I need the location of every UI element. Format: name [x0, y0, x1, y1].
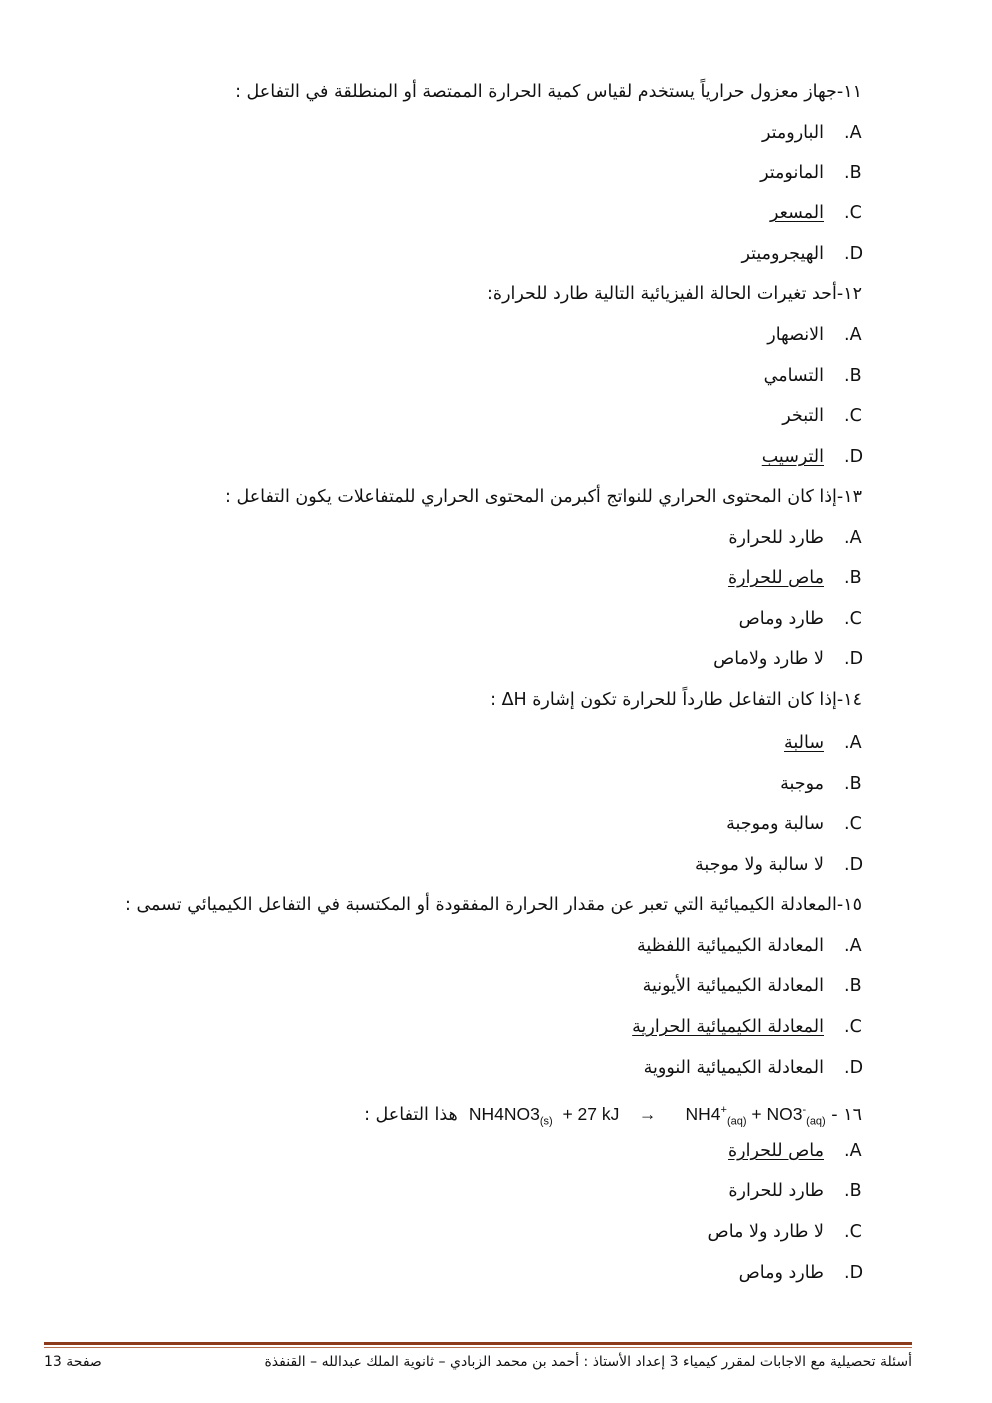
option-text: البارومتر	[761, 123, 824, 143]
option-letter: .C	[844, 609, 862, 629]
product-2-formula: NO3	[766, 1103, 803, 1124]
question-16-option-b	[60, 1178, 862, 1204]
option-letter: .C	[844, 1017, 862, 1037]
question-12-option-d	[60, 444, 862, 470]
option-letter: .D	[844, 1058, 864, 1078]
option-text: طارد وماص	[738, 1263, 824, 1283]
product-2-charge: -	[802, 1104, 807, 1116]
option-text: التبخر	[782, 406, 824, 426]
option-text: المانومتر	[760, 163, 824, 183]
option-letter: .B	[844, 568, 862, 588]
option-text: التسامي	[763, 366, 824, 386]
option-letter: .D	[844, 447, 864, 467]
correct-answer-text: المسعر	[769, 203, 824, 223]
option-letter: .B	[844, 163, 862, 183]
option-text: لا سالبة ولا موجبة	[695, 855, 824, 875]
option-text: المعادلة الكيميائية النووية	[643, 1058, 824, 1078]
option-letter: .A	[844, 123, 862, 143]
plus-sign: +	[751, 1103, 762, 1124]
question-13-option-a	[60, 525, 862, 551]
option-letter: .C	[844, 406, 862, 426]
heat-term: + 27 kJ	[562, 1103, 620, 1124]
question-13-option-d	[60, 646, 862, 672]
option-letter: .A	[844, 1141, 862, 1161]
option-text: لا طارد ولا ماص	[707, 1222, 824, 1242]
option-letter: .A	[844, 936, 862, 956]
question-number: ١٦ -	[831, 1104, 862, 1125]
product-2-state: (aq)	[806, 1115, 826, 1128]
reactant-formula: NH4NO3	[468, 1103, 540, 1124]
question-12-option-b	[60, 363, 862, 389]
question-11-option-c	[60, 200, 862, 226]
question-11-option-a	[60, 120, 862, 146]
option-letter: .D	[844, 649, 864, 669]
question-15-option-b	[60, 973, 862, 999]
option-letter: .D	[844, 855, 864, 875]
option-letter: .A	[844, 325, 862, 345]
question-14-option-d	[60, 852, 862, 878]
product-1-formula: NH4	[685, 1103, 721, 1124]
question-14-option-b	[60, 771, 862, 797]
chemical-equation	[468, 1103, 826, 1128]
option-letter: .C	[844, 1222, 862, 1242]
option-letter: .A	[844, 528, 862, 548]
option-text: موجبة	[780, 774, 824, 794]
option-text: لا طارد ولاماص	[713, 649, 824, 669]
page-footer	[44, 1354, 912, 1378]
option-text: المعادلة الكيميائية اللفظية	[637, 936, 824, 956]
question-11-option-b	[60, 160, 862, 186]
question-16-stem	[364, 1097, 862, 1134]
question-12-option-c	[60, 403, 862, 429]
footer-divider	[44, 1342, 912, 1345]
correct-answer-text: المعادلة الكيميائية الحرارية	[632, 1017, 824, 1037]
question-11-option-d	[60, 241, 862, 267]
question-14-option-c	[60, 811, 862, 837]
question-13-option-b	[60, 565, 862, 591]
product-1-state: (aq)	[726, 1115, 747, 1128]
option-text: المعادلة الكيميائية الأيونية	[642, 976, 824, 996]
option-letter: .D	[844, 1263, 864, 1283]
question-16-option-d	[60, 1260, 862, 1286]
option-letter: .B	[844, 774, 862, 794]
reactant-state: (s)	[539, 1115, 553, 1128]
option-letter: .D	[844, 244, 864, 264]
option-letter: .C	[844, 814, 862, 834]
option-text: طارد للحرارة	[728, 1181, 824, 1201]
question-13-option-c	[60, 606, 862, 632]
correct-answer-text: سالبة	[784, 733, 824, 753]
question-15-option-a	[60, 933, 862, 959]
question-12-stem: ١٢-أحد تغيرات الحالة الفيزيائية التالية طارد للحرارة:	[487, 284, 862, 304]
option-text: الانصهار	[767, 325, 824, 345]
option-letter: .A	[844, 733, 862, 753]
correct-answer-text: الترسيب	[761, 447, 824, 467]
question-15-option-c	[60, 1014, 862, 1040]
product-1-charge: +	[720, 1104, 727, 1116]
question-14-option-a	[60, 730, 862, 756]
page-number: صفحة 13	[44, 1354, 102, 1370]
reaction-arrow: →	[638, 1103, 657, 1124]
question-16-option-a	[60, 1138, 862, 1164]
option-text: الهيجروميتر	[741, 244, 824, 264]
option-text: طارد وماص	[738, 609, 824, 629]
question-16-option-c	[60, 1219, 862, 1245]
option-letter: .B	[844, 366, 862, 386]
question-11-stem: ١١-جهاز معزول حرارياً يستخدم لقياس كمية الحرارة الممتصة أو المنطلقة في التفاعل :	[235, 82, 862, 102]
correct-answer-text: ماص للحرارة	[728, 1141, 824, 1161]
question-12-option-a	[60, 322, 862, 348]
footer-title: أسئلة تحصيلية مع الاجابات لمقرر كيمياء 3 إعداد الأستاذ : أحمد بن محمد الزبادي – ثانوية الملك عبدالله – القنفذة	[264, 1354, 912, 1370]
question-15-stem: ١٥-المعادلة الكيميائية التي تعبر عن مقدار الحرارة المفقودة أو المكتسبة في التفاعل الكيميائي تسمى :	[124, 895, 862, 915]
question-suffix: هذا التفاعل :	[364, 1104, 458, 1125]
question-13-stem: ١٣-إذا كان المحتوى الحراري للنواتج أكبرمن المحتوى الحراري للمتفاعلات يكون التفاعل :	[225, 487, 862, 507]
option-text: طارد للحرارة	[728, 528, 824, 548]
question-14-stem: ١٤-إذا كان التفاعل طارداً للحرارة تكون إشارة ΔH :	[490, 690, 862, 710]
option-letter: .B	[844, 1181, 862, 1201]
correct-answer-text: ماص للحرارة	[728, 568, 824, 588]
question-15-option-d	[60, 1055, 862, 1081]
footer-divider-thin	[44, 1347, 912, 1348]
option-letter: .B	[844, 976, 862, 996]
option-text: سالبة وموجبة	[726, 814, 824, 834]
option-letter: .C	[844, 203, 862, 223]
